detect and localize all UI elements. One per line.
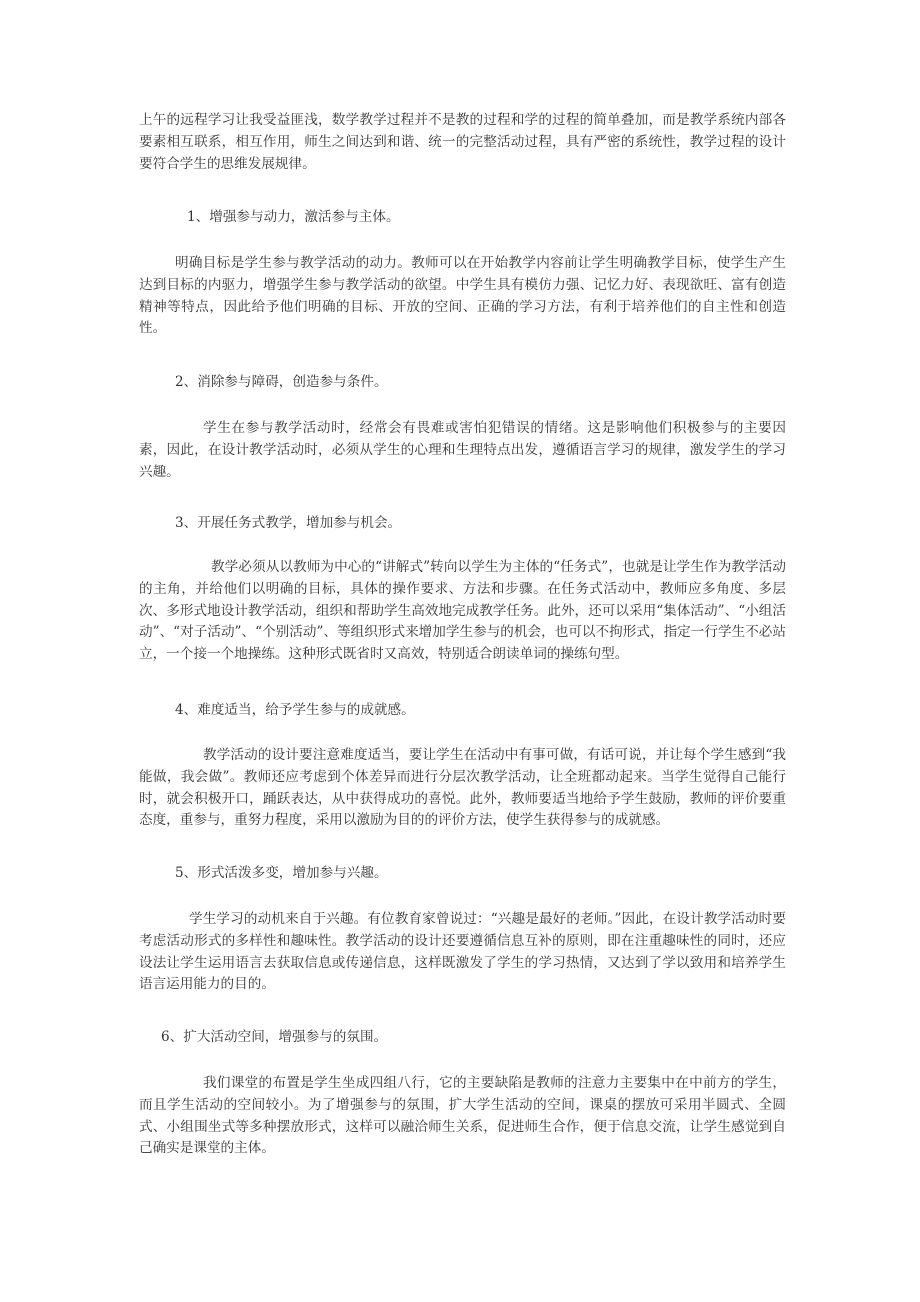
- section-body-2: 学生在参与教学活动时，经常会有畏难或害怕犯错误的情绪。这是影响他们积极参与的主要因素，因此，在设计教学活动时，必须从学生的心理和生理特点出发，遵循语言学习的规律，激发学生的学习兴趣。: [139, 420, 786, 480]
- section-heading-3: 3、开展任务式教学，增加参与机会。: [175, 515, 402, 531]
- section-heading-2: 2、消除参与障碍，创造参与条件。: [175, 374, 388, 390]
- section-body-4: 教学活动的设计要注意难度适当，要让学生在活动中有事可做，有话可说，并让每个学生感到“我能做，我会做”。教师还应考虑到个体差异而进行分层次教学活动，让全班都动起来。当学生觉得自己能行时，就会积极开口，踊跃表达，从中获得成功的喜悦。此外，教师要适当地给予学生鼓励，教师的评价要重态度，重参与，重努力程度，采用以激励为目的的评价方法，使学生获得参与的成就感。: [139, 747, 786, 829]
- intro-paragraph: 上午的远程学习让我受益匪浅，数学教学过程并不是教的过程和学的过程的简单叠加，而是教学系统内部各要素相互联系，相互作用，师生之间达到和谐、统一的完整活动过程，具有严密的系统性，教学过程的设计要符合学生的思维发展规律。: [139, 112, 786, 172]
- section-heading-4: 4、难度适当，给予学生参与的成就感。: [175, 702, 415, 718]
- section-body-3: 教学必须从以教师为中心的“讲解式”转向以学生为主体的“任务式”，也就是让学生作为教学活动的主角，并给他们以明确的目标，具体的操作要求、方法和步骤。在任务式活动中，教师应多角度、多层次、多形式地设计教学活动，组织和帮助学生高效地完成教学任务。此外，还可以采用“集体活动”、“小组活动”、“对子活动”、“个别活动”、等组织形式来增加学生参与的机会，也可以不拘形式，指定一行学生不必站立，一个接一个地操练。这种形式既省时又高效，特别适合朗读单词的操练句型。: [139, 559, 786, 663]
- section-body-5: 学生学习的动机来自于兴趣。有位教育家曾说过：“兴趣是最好的老师。”因此，在设计教学活动时要考虑活动形式的多样性和趣味性。教学活动的设计还要遵循信息互补的原则，即在注重趣味性的同时，还应设法让学生运用语言去获取信息或传递信息，这样既激发了学生的学习热情，又达到了学以致用和培养学生语言运用能力的目的。: [139, 911, 786, 993]
- section-body-6: 我们课堂的布置是学生坐成四组八行，它的主要缺陷是教师的注意力主要集中在中前方的学生，而且学生活动的空间较小。为了增强参与的氛围，扩大学生活动的空间，课桌的摆放可采用半圆式、全圆式、小组围坐式等多种摆放形式，这样可以融洽师生关系，促进师生合作，便于信息交流，让学生感觉到自己确实是课堂的主体。: [139, 1075, 786, 1157]
- section-heading-5: 5、形式活泼多变，增加参与兴趣。: [175, 865, 388, 881]
- section-heading-6: 6、扩大活动空间，增强参与的氛围。: [161, 1029, 388, 1045]
- section-body-1: 明确目标是学生参与教学活动的动力。教师可以在开始教学内容前让学生明确教学目标，使学生产生达到目标的内驱力，增强学生参与教学活动的欲望。中学生具有模仿力强、记忆力好、表现欲旺、富有创造精神等特点，因此给予他们明确的目标、开放的空间、正确的学习方法，有利于培养他们的自主性和创造性。: [139, 255, 786, 337]
- section-heading-1: 1、增强参与动力，激活参与主体。: [187, 209, 400, 225]
